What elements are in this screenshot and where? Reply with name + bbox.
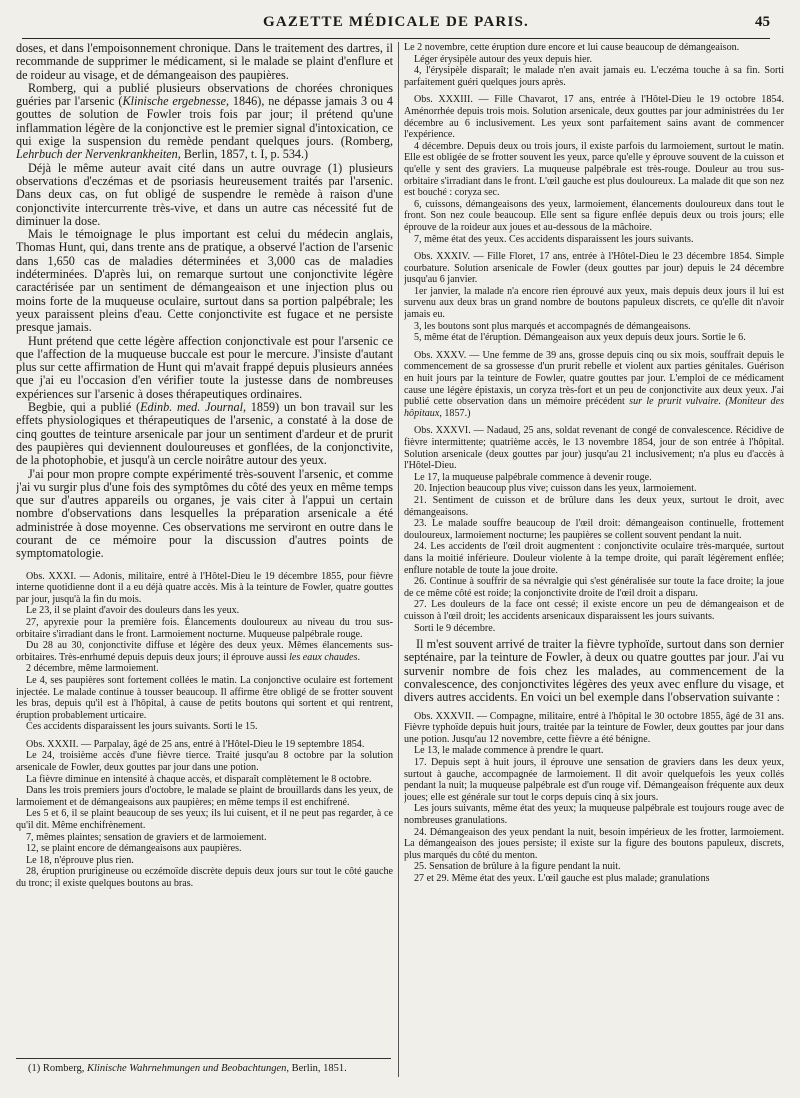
text-run: , 1857.) xyxy=(439,407,471,419)
footnote-rule xyxy=(16,1058,391,1059)
observation-entry: Dans les trois premiers jours d'octobre, le malade se plaint de brouillards dans les yeux, de larmoiement et de démangeaisons aux paupières; en même temps il est enchifrené. xyxy=(16,785,393,808)
observation-entry: 26. Continue à souffrir de sa névralgie qui s'est généralisée sur toute la face droite; la joue de ce même côté est roide; la conjonctivite droite de l'œil droit a disparu. xyxy=(404,576,784,599)
observation-entry: Les jours suivants, même état des yeux; la muqueuse palpébrale est toujours rouge avec de nombreuses granulations. xyxy=(404,803,784,826)
italic-phrase: les eaux chaudes xyxy=(289,651,358,663)
observation-entry: 3, les boutons sont plus marqués et accompagnés de démangeaisons. xyxy=(414,320,691,332)
journal-title: GAZETTE MÉDICALE DE PARIS. xyxy=(263,14,529,30)
left-column xyxy=(16,42,393,1058)
observation-entry: 1er janvier, la malade n'a encore rien éprouvé aux yeux, mais depuis deux jours il lui est survenu aux deux bras un grand nombre de boutons papuleux discrets, ce qu'elle dit n'avoir jamais eu. xyxy=(404,285,784,321)
running-head xyxy=(22,12,770,36)
observation-heading: Obs. XXXII. — Parpalay, âgé de 25 ans, entré à l'Hôtel-Dieu le 19 septembre 1854. xyxy=(26,738,365,750)
observation-entry: Sorti le 9 décembre. xyxy=(414,622,496,634)
page-number: 45 xyxy=(755,14,770,30)
paragraph-begbie xyxy=(16,401,393,467)
observation-entry: 21. Sentiment de cuisson et de brûlure dans les deux yeux, surtout le droit, avec démangeaisons. xyxy=(404,494,784,518)
observation-entry: 4 décembre. Depuis deux ou trois jours, il existe parfois du larmoiement, surtout le matin. Elle est obligée de se frotter souvent les yeux, parce qu'elle y éprouve souvent de la cuisson et qu'elle y sent des graviers. La muqueuse palpébrale est très-rouge. Douleur au trou sus-orbitaire s'irradiant dans le front. L'œil gauche est plus douloureux. La malade dit que son nez est bouché : coryza sec. xyxy=(404,140,784,199)
text-run: , 1859) un bon travail sur les effets physiologiques et thérapeutiques de l'arsenic, a constaté à la dose de cinq gouttes de teinture arsenicale par jour un sentiment d'ardeur et de prurit des paupières qui deviennent douloureuses et gonflées, de la conjonctivite, de la photophobie, et jusqu'à un cercle noirâtre autour des yeux. xyxy=(16,400,393,468)
text-run: Obs. XXXV. — Une femme de 39 ans, grosse depuis cinq ou six mois, souffrait depuis le commencement de sa grossesse d'un prurit rebelle et violent aux parties génitales. Guérison en huit jours par la teinture de Fowler, quatre gouttes par jour. L'emploi de ce médicament cause une légère épistaxis, un coryza très-fort et un peu de conjonctivite aux deux yeux. J'ai publié cette observation dans un mémoire précédent xyxy=(404,349,784,408)
header-rule xyxy=(22,38,770,39)
text-run: Begbie, qui a publié ( xyxy=(28,400,141,415)
observation-entry: 17. Depuis sept à huit jours, il éprouve une sensation de graviers dans les deux yeux, surtout à gauche, accompagnée de larmoiement. Il dit avoir quelquefois les yeux collés pendant la nuit; la muqueuse palpébrale est d'un rouge vif. Démangeaison fréquente aux deux joues; elle est générale sur tout le corps depuis cinq à six jours. xyxy=(404,756,784,803)
observation-heading: Obs. XXXIV. — Fille Floret, 17 ans, entrée à l'Hôtel-Dieu le 23 décembre 1854. Simple courbature. Solution arsenicale de Fowler (deux gouttes par jour) depuis le 24 décembre jusqu'au 6 janvier. xyxy=(404,251,784,286)
observation-heading: Obs. XXXI. — Adonis, militaire, entré à l'Hôtel-Dieu le 19 décembre 1855, pour fièvre interne quotidienne dont il a eu déjà quatre accès. Mis à la teinture de Fowler, quatre gouttes par jour, jusqu'à la fin du mois. xyxy=(16,570,393,605)
observation-entry: Léger érysipèle autour des yeux depuis hier. xyxy=(414,53,592,65)
observation-entry: Le 17, la muqueuse palpébrale commence à devenir rouge. xyxy=(414,471,652,483)
observation-entry: 24. Démangeaison des yeux pendant la nuit, besoin impérieux de les frotter, larmoiement. La démangeaison des joues persiste; il existe sur la figure des boutons papuleux, discrets, plus marqués du côté du menton. xyxy=(404,826,784,861)
citation-title: Klinische ergebnesse xyxy=(122,94,227,109)
observation-entry: 5, même état de l'éruption. Démangeaison aux yeux depuis deux jours. Sortie le 6. xyxy=(414,332,746,344)
citation-title: Edinb. med. Journal xyxy=(140,400,243,415)
observation-entry: 6, cuissons, démangeaisons des yeux, larmoiement, élancements douloureux dans tout le front. Son nez coule beaucoup. Elle sent sa figure enflée depuis deux ou trois jours; elle éprouve de la roideur aux joues et au-dessous de la mâchoire. xyxy=(404,198,784,233)
observation-entry: Le 24, troisième accès d'une fièvre tierce. Traité jusqu'au 8 octobre par la solution arsenicale de Fowler, deux gouttes par jour dans une potion. xyxy=(16,750,393,774)
paragraph: Déjà le même auteur avait cité dans un autre ouvrage (1) plusieurs observations d'eczémas et de psoriasis heureusement traités par l'arsenic. Dans deux cas, on fut obligé de suspendre le remède à raison d'une conjonctivite intercurrente très-vive, et dans un autre cas nécessité fut de diminuer la dose. xyxy=(16,160,393,228)
paragraph: Il m'est souvent arrivé de traiter la fièvre typhoïde, surtout dans son dernier septénaire, par la teinture de Fowler, à deux ou quatre gouttes par jour. J'ai vu survenir nombre de fois chez les malades, au commencement de la convalescence, des conjonctivites légères des yeux avec enflure du visage, et divers autres accidents. En voici un bel exemple dans l'observation suivante : xyxy=(404,637,784,705)
observation-entry: 28, éruption prurigineuse ou eczémoïde discrète depuis deux jours sur tout le côté gauche du tronc; il existe quelques boutons au bras. xyxy=(16,866,393,890)
observation-entry: 2 décembre, même larmoiement. xyxy=(26,663,159,675)
text-run: Du 28 au 30, conjonctivite diffuse et légère des deux yeux. Mêmes élancements sus-orbitaires. Très-enrhumé depuis depuis deux jours; il éprouve aussi xyxy=(16,640,393,663)
observation-entry: 27 et 29. Même état des yeux. L'œil gauche est plus malade; granulations xyxy=(414,872,710,884)
text-run: (1) Romberg, xyxy=(28,1063,88,1074)
right-column xyxy=(404,42,784,1058)
paragraph: Mais le témoignage le plus important est celui du médecin anglais, Thomas Hunt, qui, dans trente ans de pratique, a observé l'action de l'arsenic dans 1,650 cas de maladies déterminées et 3,000 cas de maladies indéterminées. D'après lui, on remarque surtout une conjonctivite légère caractérisée par un sentiment de démangeaison et une injection plus ou moins forte de la muqueuse oculaire, surtout dans sa portion palpébrale; les yeux paraissent pleins d'eau. Cette conjonctivite est fugace et ne persiste presque jamais. xyxy=(16,227,393,335)
observation-heading: Obs. XXXVII. — Compagne, militaire, entré à l'hôpital le 30 octobre 1855, âgé de 31 ans. Fièvre typhoïde depuis huit jours, traitée par la teinture de Fowler, deux gouttes par jour dans une potion. Jusqu'au 12 novembre, cette fièvre a été bénigne. xyxy=(404,710,784,745)
observation-entry: Le 18, n'éprouve plus rien. xyxy=(26,854,134,866)
text-run: Romberg, qui a publié plusieurs observations de chorées chroniques guéries par l'arsenic ( xyxy=(16,80,393,109)
text-run: , Berlin, 1857, t. I, p. 534.) xyxy=(177,147,309,162)
observation-heading xyxy=(404,350,784,420)
observation-entry: Ces accidents disparaissent les jours suivants. Sorti le 15. xyxy=(26,721,258,733)
paragraph-romberg xyxy=(16,82,393,162)
observation-entry: 20. Injection beaucoup plus vive; cuisson dans les yeux, larmoiement. xyxy=(414,483,697,495)
citation-title: Lehrbuch der Nervenkrankheiten xyxy=(16,147,178,162)
observation-entry xyxy=(16,640,393,663)
observation-heading: Obs. XXXVI. — Nadaud, 25 ans, soldat revenant de congé de convalescence. Récidive de fièvre intermittente; quatrième accès, le 13 novembre 1854, jour de son entrée à l'hôpital. Solution arsenicale (deux gouttes par jour) jusqu'au 21 inclusivement; n'a plus eu d'accès à l'Hôtel-Dieu. xyxy=(404,425,784,472)
text-run: , 1846), ne dépasse jamais 3 ou 4 gouttes de solution de Fowler trois fois par jour; il prétend qu'une inflammation légère de la conjonctive est le premier signal d'intoxication, ce qui exige la suspension du remède pendant quelques jours. (Romberg, xyxy=(16,94,393,149)
observation-entry: Le 4, ses paupières sont fortement collées le matin. La conjonctive oculaire est fortement injectée. Le malade continue à tousser beaucoup. Il affirme être obligé de se frotter souvent les bras, depuis qu'il est à l'hôpital, à cause de petits boutons qui sortent et qui rentrent, éruption probablement urticaire. xyxy=(16,674,393,721)
observation-entry: La fièvre diminue en intensité à chaque accès, et disparaît complètement le 8 octobre. xyxy=(26,773,372,785)
footnote xyxy=(28,1063,388,1075)
paragraph: J'ai pour mon propre compte expérimenté très-souvent l'arsenic, et comme j'ai vu surgir plus d'une fois des symptômes du côté des yeux en même temps que sur d'autres appareils ou organes, je vais citer à l'appui un certain nombre d'observations dans lesquelles la préparation arsenicale a été administrée à dose moyenne. Ces observations me serviront en outre dans le courant de ce mémoire pour la discussion d'autres points de symptomatologie. xyxy=(16,466,393,561)
observation-entry: 7, mêmes plaintes; sensation de graviers et de larmoiement. xyxy=(26,831,267,843)
citation-title: sur le prurit vulvaire. (Moniteur des hôpitaux xyxy=(404,396,784,419)
observation-entry: Les 5 et 6, il se plaint beaucoup de ses yeux; ils lui cuisent, et il ne peut pas regarder, à ce qu'il dit. Même enchifrènement. xyxy=(16,808,393,832)
text-run: . xyxy=(357,651,360,663)
observation-entry: 25. Sensation de brûlure à la figure pendant la nuit. xyxy=(414,861,621,873)
column-divider xyxy=(398,42,399,1077)
citation-title: Klinische Wahrnehmungen und Beobachtungen xyxy=(87,1063,287,1074)
observation-entry: 27, apyrexie pour la première fois. Élancements douloureux au niveau du trou sus-orbitaire s'irradiant dans le front. Larmoiement nocturne. Muqueuse palpébrale rouge. xyxy=(16,616,393,640)
observation-entry: Le 13, le malade commence à prendre le quart. xyxy=(414,745,604,757)
text-run: , Berlin, 1851. xyxy=(286,1063,347,1074)
observation-entry: 7, même état des yeux. Ces accidents disparaissent les jours suivants. xyxy=(414,233,694,245)
observation-entry: 23. Le malade souffre beaucoup de l'œil droit: démangeaison continuelle, frottement douloureux, larmoiement nocturne; les paupières se collent souvent pendant la nuit. xyxy=(404,518,784,541)
observation-heading: Obs. XXXIII. — Fille Chavarot, 17 ans, entrée à l'Hôtel-Dieu le 19 octobre 1854. Aménorrhée depuis trois mois. Solution arsenicale, deux gouttes par jour administrées du 1er décembre au 6 inclusivement. Les yeux sont parfaitement sains avant de commencer l'expérience. xyxy=(404,94,784,141)
paragraph: doses, et dans l'empoisonnement chronique. Dans le traitement des dartres, il recommande de supprimer le médicament, si le malade se plaint d'enflure et de roideur au visage, et de démangeaison des paupières. xyxy=(16,42,393,82)
observation-entry: Le 23, il se plaint d'avoir des douleurs dans les yeux. xyxy=(26,605,240,617)
observation-entry: 27. Les douleurs de la face ont cessé; il existe encore un peu de démangeaison et de cuisson à l'œil droit; les accidents arsenicaux disparaissent les jours suivants. xyxy=(404,599,784,622)
paragraph: Hunt prétend que cette légère affection conjonctivale est pour l'arsenic ce que l'affection de la muqueuse buccale est pour le mercure. J'insiste d'autant plus sur cette affirmation de Hunt qui m'avait frappé depuis plusieurs années que j'ai eu l'occasion d'en vérifier toute la justesse dans de nombreuses expériences sur l'arsenic à doses thérapeutiques ordinaires. xyxy=(16,333,393,401)
observation-entry: 4, l'érysipèle disparaît; le malade n'en avait jamais eu. L'eczéma touche à sa fin. Sorti parfaitement guéri quelques jours après. xyxy=(404,65,784,88)
observation-entry: 24. Les accidents de l'œil droit augmentent : conjonctivite oculaire très-marquée, surtout dans la moitié inférieure. Douleur violente à la tempe droite, qui paraît légèrement enflée; enflure notable de toute la joue droite. xyxy=(404,541,784,576)
observation-entry: 12, se plaint encore de démangeaisons aux paupières. xyxy=(26,843,242,855)
observation-entry: Le 2 novembre, cette éruption dure encore et lui cause beaucoup de démangeaison. xyxy=(404,42,740,53)
